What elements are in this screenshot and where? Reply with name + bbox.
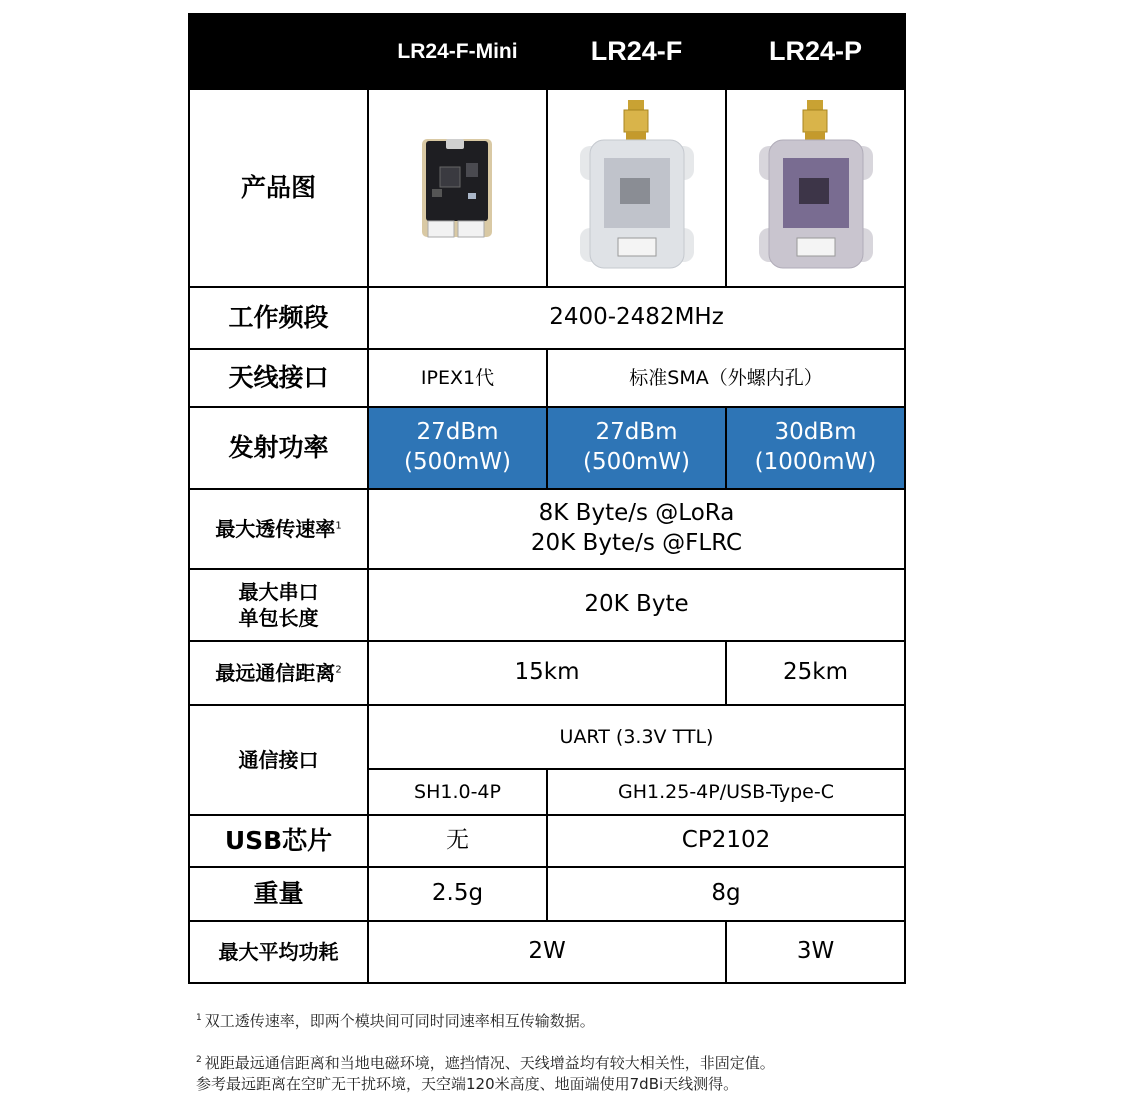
model-p: LR24-P: [726, 14, 905, 89]
antenna-label: 天线接口: [189, 349, 368, 407]
footnote-1-mark: 1: [196, 1013, 202, 1023]
header-empty: [189, 14, 368, 89]
lr24-f-module-photo: [547, 89, 726, 287]
weight-mini: 2.5g: [368, 867, 547, 921]
rate-row: [189, 489, 905, 569]
image-row: [189, 89, 905, 287]
usb-label: USB芯片: [189, 815, 368, 867]
footnote-2-line2: 参考最远距离在空旷无干扰环境，天空端120米高度、地面端使用7dBi天线测得。: [196, 1075, 739, 1093]
power-f-mw: (500mW): [583, 449, 690, 475]
power-p-dbm: 30dBm: [774, 419, 857, 446]
weight-label: 重量: [189, 867, 368, 921]
power-label: 发射功率: [189, 407, 368, 489]
power-f: [547, 407, 726, 489]
range-p: 25km: [726, 641, 905, 705]
lr24-p-module-icon: [751, 98, 881, 278]
lr24-f-module-icon: [572, 98, 702, 278]
range-mini-f: 15km: [368, 641, 726, 705]
rate-footnote-mark: 1: [335, 520, 342, 532]
interface-fp: GH1.25-4P/USB-Type-C: [547, 769, 905, 815]
footnote-2-text1: 视距最远通信距离和当地电磁环境，遮挡情况、天线增益均有较大相关性，非固定值。: [204, 1054, 775, 1072]
interface-uart: UART (3.3V TTL): [368, 705, 905, 769]
packet-value: 20K Byte: [368, 569, 905, 641]
antenna-fp: 标准SMA（外螺内孔）: [547, 349, 905, 407]
image-label: 产品图: [189, 89, 368, 287]
power-p-mw: (1000mW): [754, 449, 877, 475]
power-mini: [368, 407, 547, 489]
range-label: [189, 641, 368, 705]
usb-mini: 无: [368, 815, 547, 867]
packet-row: [189, 569, 905, 641]
weight-row: [189, 867, 905, 921]
footnote-1-text: 双工透传速率，即两个模块间可同时同速率相互传输数据。: [204, 1012, 595, 1030]
power-mini-dbm: 27dBm: [416, 419, 499, 446]
range-row: [189, 641, 905, 705]
model-mini: LR24-F-Mini: [368, 14, 547, 89]
rate-flrc: 20K Byte/s @FLRC: [530, 530, 743, 556]
model-f: LR24-F: [547, 14, 726, 89]
lr24-p-module-photo: [726, 89, 905, 287]
consumption-label: 最大平均功耗: [189, 921, 368, 983]
usb-fp: CP2102: [547, 815, 905, 867]
consumption-row: [189, 921, 905, 983]
header-row: [189, 14, 905, 89]
power-f-dbm: 27dBm: [595, 419, 678, 446]
band-label: 工作频段: [189, 287, 368, 349]
rate-label: [189, 489, 368, 569]
interface-label: 通信接口: [189, 705, 368, 815]
usb-row: [189, 815, 905, 867]
consumption-mini-f: 2W: [368, 921, 726, 983]
band-value: 2400-2482MHz: [368, 287, 905, 349]
mini-board-photo: [368, 89, 547, 287]
footnote-1: [196, 1008, 595, 1032]
mini-board-icon: [418, 133, 498, 243]
rate-value: [368, 489, 905, 569]
range-label-text: 最远通信距离: [215, 661, 336, 685]
band-row: [189, 287, 905, 349]
antenna-mini: IPEX1代: [368, 349, 547, 407]
interface-mini: SH1.0-4P: [368, 769, 547, 815]
weight-fp: 8g: [547, 867, 905, 921]
consumption-p: 3W: [726, 921, 905, 983]
rate-lora: 8K Byte/s @LoRa: [538, 500, 735, 527]
footnote-2: [196, 1050, 775, 1095]
power-p: [726, 407, 905, 489]
spec-table: [188, 13, 906, 984]
power-mini-mw: (500mW): [404, 449, 511, 475]
power-row: [189, 407, 905, 489]
footnote-2-line1: [196, 1050, 775, 1074]
antenna-row: [189, 349, 905, 407]
rate-label-text: 最大透传速率: [215, 517, 336, 541]
packet-label-line1: 最大串口: [238, 580, 319, 604]
interface-row: [189, 705, 905, 769]
packet-label: [189, 569, 368, 641]
footnote-2-mark: 2: [196, 1055, 202, 1065]
range-footnote-mark: 2: [335, 664, 342, 676]
packet-label-line2: 单包长度: [238, 606, 319, 630]
